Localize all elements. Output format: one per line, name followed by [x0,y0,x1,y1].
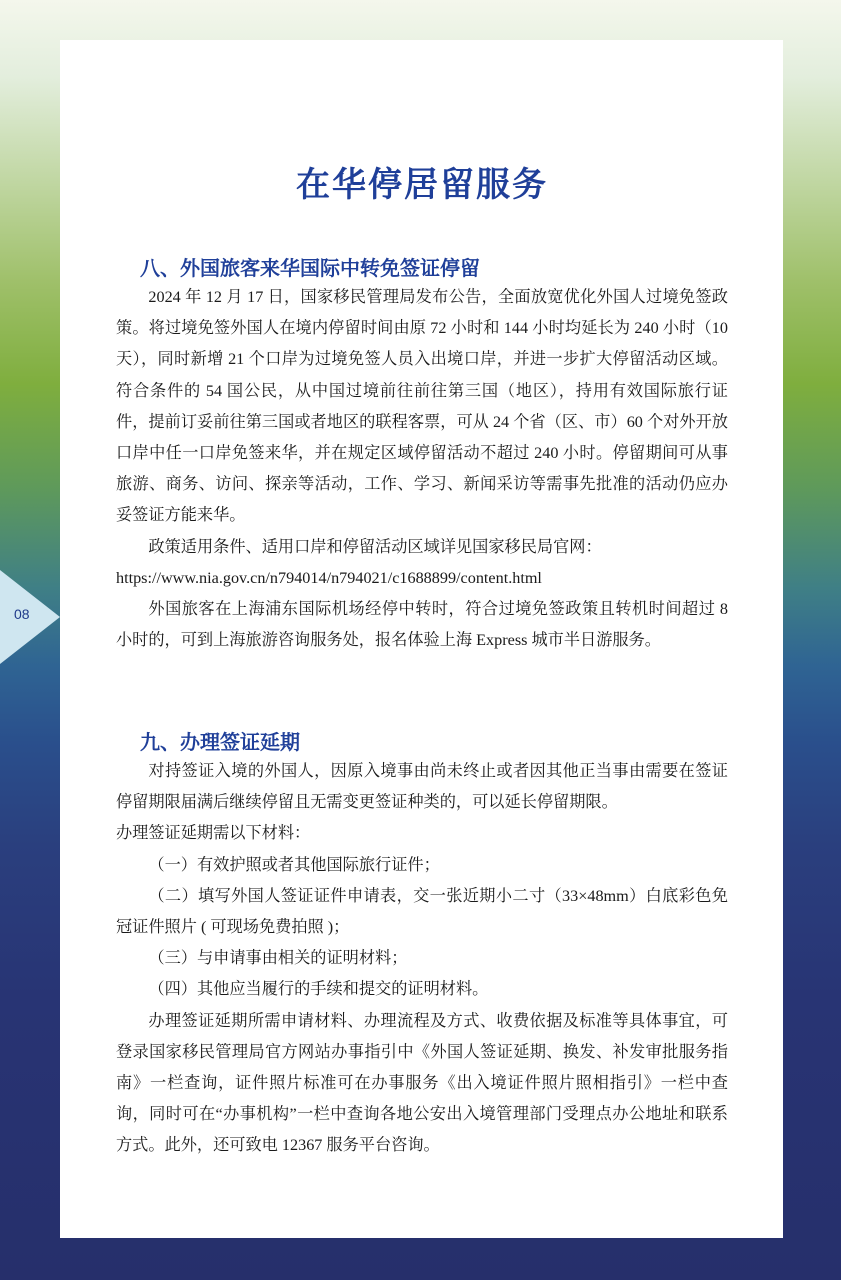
section-9-body [116,756,728,1162]
section-9-paragraph-2: 办理签证延期所需申请材料、办理流程及方式、收费依据及标准等具体事宜，可登录国家移民管理局官方网站办事指引中《外国人签证延期、换发、补发审批服务指南》一栏查询，证件照片标准可在办事服务《出入境证件照片照相指引》一栏中查询，同时可在“办事机构”一栏中查询各地公安出入境管理部门受理点办公地址和联系方式。此外，还可致电 12367 服务平台咨询。 [116,1011,728,1155]
nia-url: https://www.nia.gov.cn/n794014/n794021/c1688899/content.html [116,568,542,587]
material-item-3: （三）与申请事由相关的证明材料； [148,949,408,968]
section-8-heading: 八、外国旅客来华国际中转免签证停留 [140,256,480,280]
section-8-paragraph-2: 政策适用条件、适用口岸和停留活动区域详见国家移民局官网： [148,537,602,556]
section-9-heading: 九、办理签证延期 [140,730,300,754]
section-9-materials-intro: 办理签证延期需以下材料： [116,824,311,843]
page-title: 在华停居留服务 [296,165,548,205]
section-8-paragraph-3: 外国旅客在上海浦东国际机场经停中转时，符合过境免签政策且转机时间超过 8 小时的，可到上海旅游咨询服务处，报名体验上海 Express 城市半日游服务。 [116,600,728,650]
material-item-2: （二）填写外国人签证证件申请表，交一张近期小二寸（33×48mm）白底彩色免冠证件照片 ( 可现场免费拍照 )； [116,886,728,937]
section-9-paragraph-1: 对持签证入境的外国人，因原入境事由尚未终止或者因其他正当事由需要在签证停留期限届满后继续停留且无需变更签证种类的，可以延长停留期限。 [116,762,728,812]
section-8-paragraph-1: 2024 年 12 月 17 日，国家移民管理局发布公告，全面放宽优化外国人过境免签政策。将过境免签外国人在境内停留时间由原 72 小时和 144 小时均延长为 240 小时（10 天），同时新增 21 个口岸为过境免签人员入出境口岸，并进一步扩大停留活动区域。符合条件的 54 国公民，从中国过境前往前往第三国（地区），持用有效国际旅行证件，提前订妥前往第三国或者地区的联程客票，可从 24 个省（区、市）60 个对外开放口岸中任一口岸免签来华，并在规定区域停留活动不超过 240 小时。停留期间可从事旅游、商务、访问、探亲等活动，工作、学习、新闻采访等需事先批准的活动仍应办妥签证方能来华。 [116,288,728,525]
section-8-body [116,282,728,656]
material-item-1: （一）有效护照或者其他国际旅行证件； [148,855,440,874]
material-item-4: （四）其他应当履行的手续和提交的证明材料。 [148,980,489,999]
page-number: 08 [14,606,30,622]
page-tab [0,570,60,664]
document-page [60,40,783,1238]
